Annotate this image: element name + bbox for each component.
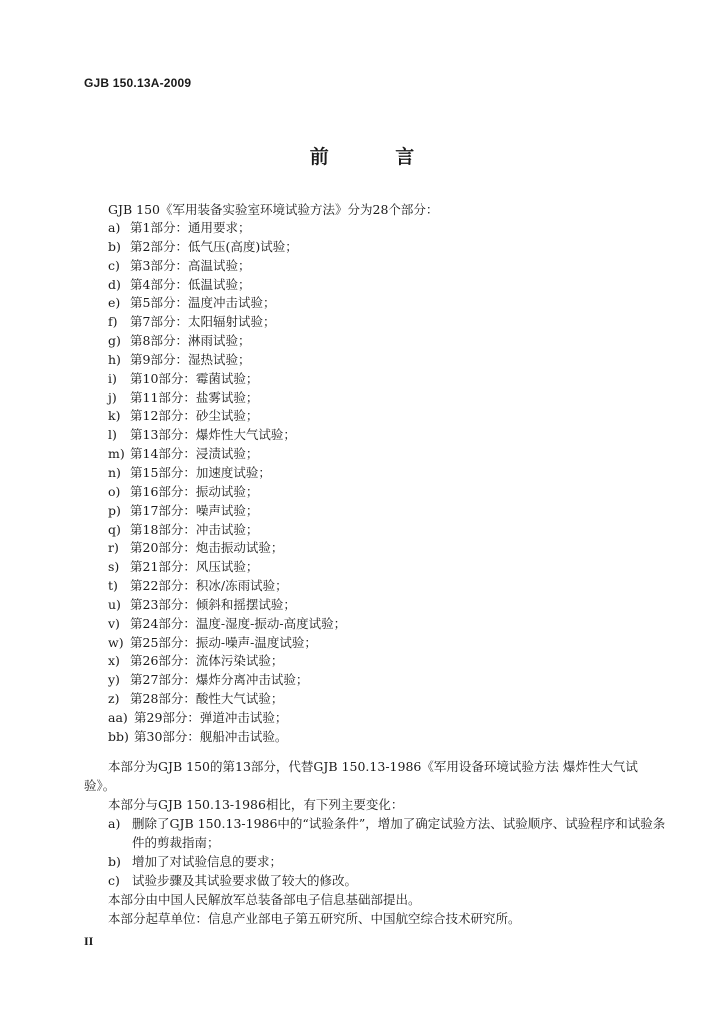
part-marker: w): [108, 634, 124, 650]
standard-code: GJB 150.13A-2009: [84, 76, 192, 90]
part-marker: u): [108, 596, 121, 612]
part-item: [108, 709, 346, 728]
part-marker: n): [108, 464, 121, 480]
page-title: 前 言: [309, 146, 445, 168]
part-marker: v): [108, 615, 120, 631]
part-text: 第2部分：低气压(高度)试验；: [130, 238, 298, 254]
proposer-note: 本部分由中国人民解放军总装备部电子信息基础部提出。: [108, 892, 421, 907]
change-item: [84, 814, 666, 852]
change-text: 删除了GJB 150.13-1986中的“试验条件”，增加了确定试验方法、试验顺序、试验程序和试验条件的剪裁指南；: [132, 816, 666, 850]
part-text: 第12部分：砂尘试验；: [130, 408, 259, 424]
part-item: [108, 219, 346, 238]
part-item: [108, 690, 346, 709]
part-item: [108, 596, 346, 615]
part-marker: t): [108, 578, 118, 594]
part-marker: d): [108, 276, 121, 292]
part-text: 第9部分：湿热试验；: [130, 351, 251, 367]
part-text: 第26部分：流体污染试验；: [130, 653, 284, 669]
intro-paragraph: GJB 150《军用装备实验室环境试验方法》分为28个部分：: [108, 202, 439, 217]
part-marker: y): [108, 672, 120, 688]
part-text: 第30部分：舰船冲击试验。: [134, 728, 288, 744]
changes-intro: 本部分与GJB 150.13-1986相比，有下列主要变化：: [108, 797, 404, 812]
part-item: [108, 652, 346, 671]
part-item: [108, 276, 346, 295]
drafters-note: 本部分起草单位：信息产业部电子第五研究所、中国航空综合技术研究所。: [108, 911, 521, 926]
part-marker: k): [108, 408, 121, 424]
part-item: [108, 502, 346, 521]
part-marker: o): [108, 483, 121, 499]
page-number: II: [84, 934, 94, 948]
part-item: [108, 615, 346, 634]
part-text: 第5部分：温度冲击试验；: [130, 295, 276, 311]
part-text: 第18部分：冲击试验；: [130, 521, 259, 537]
part-item: [108, 464, 346, 483]
part-marker: e): [108, 295, 121, 311]
part-item: [108, 389, 346, 408]
part-text: 第24部分：温度-湿度-振动-高度试验；: [130, 615, 347, 631]
change-item: [84, 871, 666, 890]
part-text: 第23部分：倾斜和摇摆试验；: [130, 596, 296, 612]
part-item: [108, 539, 346, 558]
part-item: [108, 445, 346, 464]
part-text: 第21部分：风压试验；: [130, 559, 259, 575]
part-item: [108, 370, 346, 389]
part-text: 第10部分：霉菌试验；: [130, 370, 259, 386]
change-marker: c): [108, 873, 120, 888]
change-marker: a): [108, 816, 121, 831]
part-item: [108, 313, 346, 332]
part-marker: b): [108, 238, 121, 254]
part-text: 第16部分：振动试验；: [130, 483, 259, 499]
part-marker: m): [108, 446, 125, 462]
part-marker: z): [108, 691, 120, 707]
part-marker: bb): [108, 728, 129, 744]
replace-note: 本部分为GJB 150的第13部分，代替GJB 150.13-1986《军用设备环境试验方法 爆炸性大气试验》。: [84, 759, 638, 793]
part-marker: aa): [108, 709, 128, 725]
part-marker: x): [108, 653, 120, 669]
part-item: [108, 728, 346, 747]
part-text: 第17部分：噪声试验；: [130, 502, 259, 518]
part-marker: l): [108, 427, 117, 443]
part-text: 第15部分：加速度试验；: [130, 464, 271, 480]
part-marker: i): [108, 370, 117, 386]
part-text: 第20部分：炮击振动试验；: [130, 540, 284, 556]
part-marker: g): [108, 333, 121, 349]
part-text: 第3部分：高温试验；: [130, 257, 251, 273]
part-text: 第7部分：太阳辐射试验；: [130, 314, 276, 330]
change-marker: b): [108, 854, 121, 869]
part-marker: c): [108, 257, 120, 273]
part-marker: f): [108, 314, 118, 330]
part-marker: s): [108, 559, 120, 575]
part-text: 第4部分：低温试验；: [130, 276, 251, 292]
part-item: [108, 671, 346, 690]
part-item: [108, 558, 346, 577]
changes-list: [84, 814, 666, 890]
part-text: 第28部分：酸性大气试验；: [130, 691, 284, 707]
part-text: 第13部分：爆炸性大气试验；: [130, 427, 296, 443]
part-item: [108, 483, 346, 502]
part-item: [108, 351, 346, 370]
change-item: [84, 852, 666, 871]
part-item: [108, 634, 346, 653]
part-marker: r): [108, 540, 119, 556]
part-text: 第25部分：振动-噪声-温度试验；: [130, 634, 317, 650]
part-text: 第14部分：浸渍试验；: [130, 446, 259, 462]
part-item: [108, 332, 346, 351]
part-text: 第8部分：淋雨试验；: [130, 333, 251, 349]
part-item: [108, 577, 346, 596]
part-marker: j): [108, 389, 117, 405]
preface-body: [84, 757, 666, 928]
part-text: 第1部分：通用要求；: [130, 220, 251, 235]
part-text: 第27部分：爆炸分离冲击试验；: [130, 672, 309, 688]
part-item: [108, 257, 346, 276]
part-text: 第11部分：盐雾试验；: [130, 389, 259, 405]
part-marker: a): [108, 220, 121, 235]
part-item: [108, 426, 346, 445]
part-item: [108, 407, 346, 426]
part-text: 第29部分：弹道冲击试验；: [134, 709, 288, 725]
part-item: [108, 238, 346, 257]
parts-list: [108, 219, 346, 747]
part-marker: h): [108, 351, 121, 367]
part-marker: q): [108, 521, 121, 537]
change-text: 试验步骤及其试验要求做了较大的修改。: [132, 873, 358, 888]
part-marker: p): [108, 502, 121, 518]
part-item: [108, 294, 346, 313]
change-text: 增加了对试验信息的要求；: [132, 854, 283, 869]
part-text: 第22部分：积冰/冻雨试验；: [130, 578, 288, 594]
part-item: [108, 521, 346, 540]
